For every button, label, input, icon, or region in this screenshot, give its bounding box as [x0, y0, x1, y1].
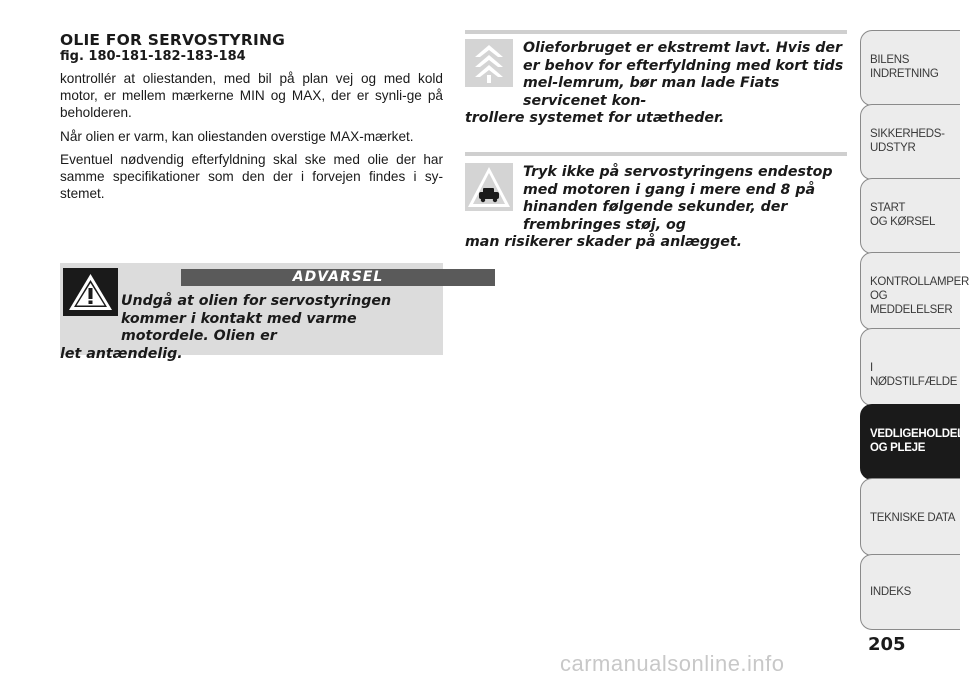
tab-tekniske-data[interactable]: [860, 478, 960, 556]
tab-label: VEDLIGEHOLDELSE OG PLEJE: [870, 428, 979, 454]
note-text: [465, 164, 847, 252]
tab-kontrollamper[interactable]: [860, 252, 969, 330]
tab-sikkerhedsudstyr[interactable]: [860, 104, 960, 180]
figure-reference: fig. 180-181-182-183-184: [60, 49, 246, 64]
section-title: OLIE FOR SERVOSTYRING: [60, 31, 286, 49]
warning-box: [60, 263, 443, 362]
note-divider: [465, 152, 847, 156]
tab-start-og-korsel[interactable]: [860, 178, 960, 254]
tab-label: START OG KØRSEL: [870, 202, 936, 228]
warning-text: [60, 293, 438, 363]
tab-vedligeholdelse-active[interactable]: [860, 404, 979, 480]
warning-text-tail: let antændelig.: [60, 345, 183, 362]
tab-label: KONTROLLAMPER OG MEDDELELSER: [870, 276, 969, 316]
tab-label: BILENS INDRETNING: [870, 54, 939, 80]
note-text-main: Olieforbruget er ekstremt lavt. Hvis der er behov for efterfyldning med kort tids mel-lemrum, bør man lade Fiats servicenet kon-: [523, 40, 844, 109]
warning-text-main: Undgå at olien for servostyringen kommer i kontakt med varme motordele. Olien er: [121, 293, 392, 344]
note-text-main: Tryk ikke på servostyringens endestop med motoren i gang i mere end 8 på hinanden følgende sekunder, der frembringes støj, og: [523, 164, 833, 233]
tab-label: TEKNISKE DATA: [870, 512, 956, 524]
note-text: [465, 40, 847, 128]
note-text-tail: man risikerer skader på anlægget.: [465, 234, 743, 250]
tab-indeks[interactable]: [860, 554, 960, 630]
watermark: carmanualsonline.info: [560, 651, 785, 676]
paragraph: Når olien er varm, kan oliestanden overstige MAX-mærket.: [60, 128, 414, 144]
paragraph: kontrollér at oliestanden, med bil på plan vej og med kold motor, er mellem mærkerne MIN og MAX, der er synli-ge på beholderen.: [60, 71, 443, 121]
main-section: [60, 32, 443, 208]
note-text-tail: trollere systemet for utætheder.: [465, 110, 725, 126]
tab-label: INDEKS: [870, 586, 912, 598]
tab-i-nodstilfaelde[interactable]: [860, 328, 960, 406]
tab-label: SIKKERHEDS- UDSTYR: [870, 128, 945, 154]
warning-header: ADVARSEL: [181, 269, 495, 286]
tab-label: I NØDSTILFÆLDE: [870, 362, 958, 388]
note-divider: [465, 30, 847, 34]
tab-bilens-indretning[interactable]: [860, 30, 960, 106]
page-number: 205: [868, 634, 906, 655]
chapter-tabs: [860, 0, 979, 630]
paragraph: Eventuel nødvendig efterfyldning skal ske med olie der har samme specifikationer som den der i forvejen findes i sy-stemet.: [60, 151, 443, 202]
